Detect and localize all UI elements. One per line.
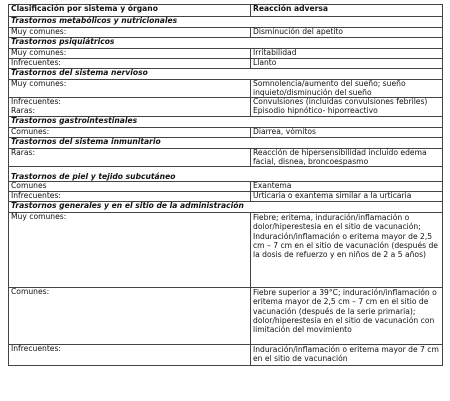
frequency-cell: Comunes xyxy=(9,182,251,192)
reaction-cell: Exantema xyxy=(251,182,443,192)
frequency-cell: Muy comunes: xyxy=(9,28,251,38)
frequency-cell: Muy comunes: xyxy=(9,213,251,288)
frequency-cell: Comunes: xyxy=(9,288,251,345)
category-row xyxy=(9,69,443,80)
frequency-cell xyxy=(9,98,251,116)
table-row xyxy=(9,148,443,166)
reaction-cell: Fiebre superior a 39°C; induración/inflamación o eritema mayor de 2,5 cm – 7 cm en el sitio de vacunación (después de la serie primaria); dolor/hiperestesia en el sitio de vacunación con limitación del movimiento xyxy=(251,288,443,345)
reaction-cell: Induración/inflamación o eritema mayor de 7 cm en el sitio de vacunación xyxy=(251,345,443,366)
frequency-cell: Infrecuentes: xyxy=(9,192,251,202)
reaction-cell: Somnolencia/aumento del sueño; sueño inquieto/disminución del sueño xyxy=(251,80,443,98)
table-row xyxy=(9,49,443,59)
table-row xyxy=(9,345,443,366)
frequency-cell: Comunes: xyxy=(9,127,251,137)
frequency-cell: Muy comunes: xyxy=(9,49,251,59)
category-label: Trastornos gastrointestinales xyxy=(9,116,443,127)
table-row xyxy=(9,288,443,345)
frequency-cell: Raras: xyxy=(9,148,251,166)
category-label: Trastornos psiquiátricos xyxy=(9,38,443,49)
category-label: Trastornos metabólicos y nutricionales xyxy=(9,17,443,28)
reaction-cell: Diarrea, vómitos xyxy=(251,127,443,137)
category-row xyxy=(9,38,443,49)
frequency-cell: Muy comunes: xyxy=(9,80,251,98)
reaction-cell: Fiebre; eritema, induración/inflamación o dolor/hiperestesia en el sitio de vacunación; Induración/inflamación o eritema mayor de 2,5 cm – 7 cm en el sitio de vacunación (después de la dosis de refuerzo y en niños de 2 a 5 años) xyxy=(251,213,443,288)
adverse-reactions-table xyxy=(8,4,443,366)
frequency-line: Infrecuentes: xyxy=(11,97,61,107)
category-row xyxy=(9,167,443,182)
table-row xyxy=(9,28,443,38)
category-row xyxy=(9,116,443,127)
category-label: Trastornos del sistema inmunitario xyxy=(9,137,443,148)
category-row xyxy=(9,17,443,28)
reaction-cell: Irritabilidad xyxy=(251,49,443,59)
header-reaction: Reacción adversa xyxy=(251,5,443,17)
reaction-line: Episodio hipnótico- hiporreactivo xyxy=(253,106,378,116)
category-row xyxy=(9,137,443,148)
reaction-cell xyxy=(251,98,443,116)
header-row xyxy=(9,5,443,17)
category-label: Trastornos generales y en el sitio de la administración xyxy=(9,202,443,213)
category-label: Trastornos de piel y tejido subcutáneo xyxy=(9,167,443,182)
reaction-line: Convulsiones (incluidas convulsiones febriles) xyxy=(253,97,428,107)
reaction-cell: Disminución del apetito xyxy=(251,28,443,38)
table-row xyxy=(9,213,443,288)
table-row xyxy=(9,127,443,137)
frequency-cell: Infrecuentes: xyxy=(9,345,251,366)
category-label: Trastornos del sistema nervioso xyxy=(9,69,443,80)
table-row xyxy=(9,98,443,116)
category-row xyxy=(9,202,443,213)
frequency-line: Raras: xyxy=(11,106,36,116)
reaction-cell: Urticaria o exantema similar a la urticaria xyxy=(251,192,443,202)
table-row xyxy=(9,59,443,69)
table-row xyxy=(9,80,443,98)
reaction-cell: Llanto xyxy=(251,59,443,69)
table-row xyxy=(9,182,443,192)
table-row xyxy=(9,192,443,202)
reaction-cell: Reacción de hipersensibilidad incluido edema facial, disnea, broncoespasmo xyxy=(251,148,443,166)
header-classification: Clasificación por sistema y órgano xyxy=(9,5,251,17)
frequency-cell: Infrecuentes: xyxy=(9,59,251,69)
